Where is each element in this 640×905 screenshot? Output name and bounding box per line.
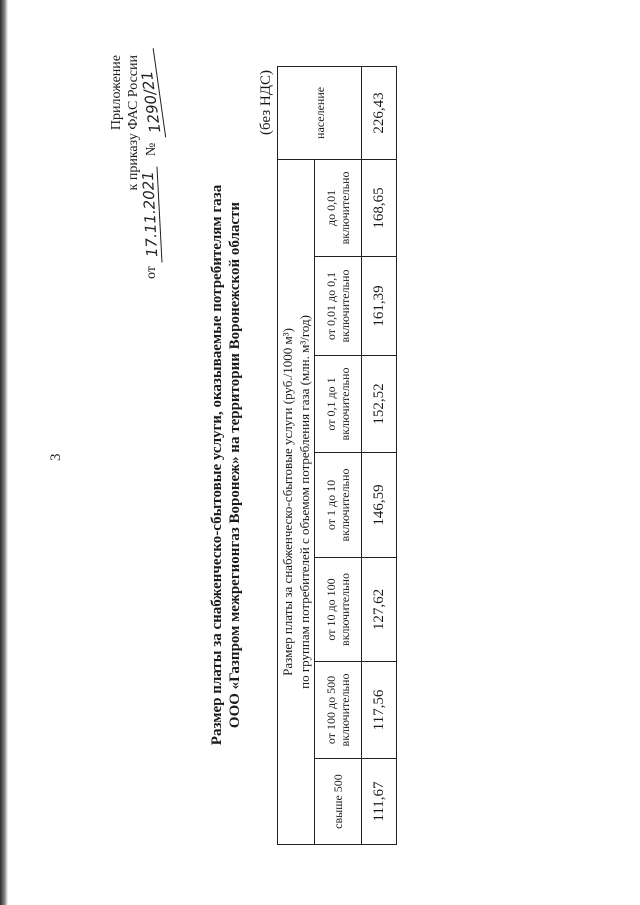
table-header	[278, 159, 315, 844]
table-cell: 117,56	[362, 662, 397, 759]
column-header: от 10 до 100 включительно	[315, 558, 362, 662]
number-label: №	[144, 142, 159, 157]
heading-line-2: ООО «Газпром межрегионгаз Воронеж» на территории Воронежской области	[227, 201, 243, 729]
table-header-line-1: Размер платы за снабженческо-сбытовые услуги (руб./1000 м³)	[280, 328, 295, 676]
table-row	[362, 66, 397, 844]
table-cell: 161,39	[362, 257, 397, 356]
appendix-order-ref: к приказу ФАС России	[126, 55, 141, 191]
column-header: до 0,01 включительно	[315, 159, 362, 256]
table-cell: 146,59	[362, 453, 397, 558]
document-heading	[208, 115, 244, 815]
column-header: от 1 до 10 включительно	[315, 453, 362, 558]
column-header: от 0,1 до 1 включительно	[315, 356, 362, 453]
appendix-title: Приложение	[109, 55, 124, 131]
table-cell: 127,62	[362, 558, 397, 662]
tariff-table	[277, 66, 397, 845]
page-number: 3	[48, 453, 64, 461]
from-label: от	[144, 266, 159, 279]
heading-line-1: Размер платы за снабженческо-сбытовые услуги, оказываемые потребителям газа	[209, 184, 225, 746]
table-cell: 168,65	[362, 159, 397, 256]
table-cell: 152,52	[362, 356, 397, 453]
appendix-block	[108, 55, 165, 305]
table-header-line-2: по группам потребителей с объемом потребления газа (млн. м³/год)	[297, 315, 312, 689]
handwritten-date: 17.11.2021	[140, 166, 163, 263]
column-header: от 100 до 500 включительно	[315, 662, 362, 759]
handwritten-number: 1290/21	[136, 48, 166, 140]
column-header-population: население	[278, 66, 362, 159]
appendix-date-number-row	[137, 55, 165, 279]
column-header: от 0,01 до 0,1 включительно	[315, 257, 362, 356]
table-cell: 111,67	[362, 759, 397, 845]
table-cell: 226,43	[362, 66, 397, 159]
column-header: свыше 500	[315, 759, 362, 845]
vat-note: (без НДС)	[258, 70, 274, 136]
